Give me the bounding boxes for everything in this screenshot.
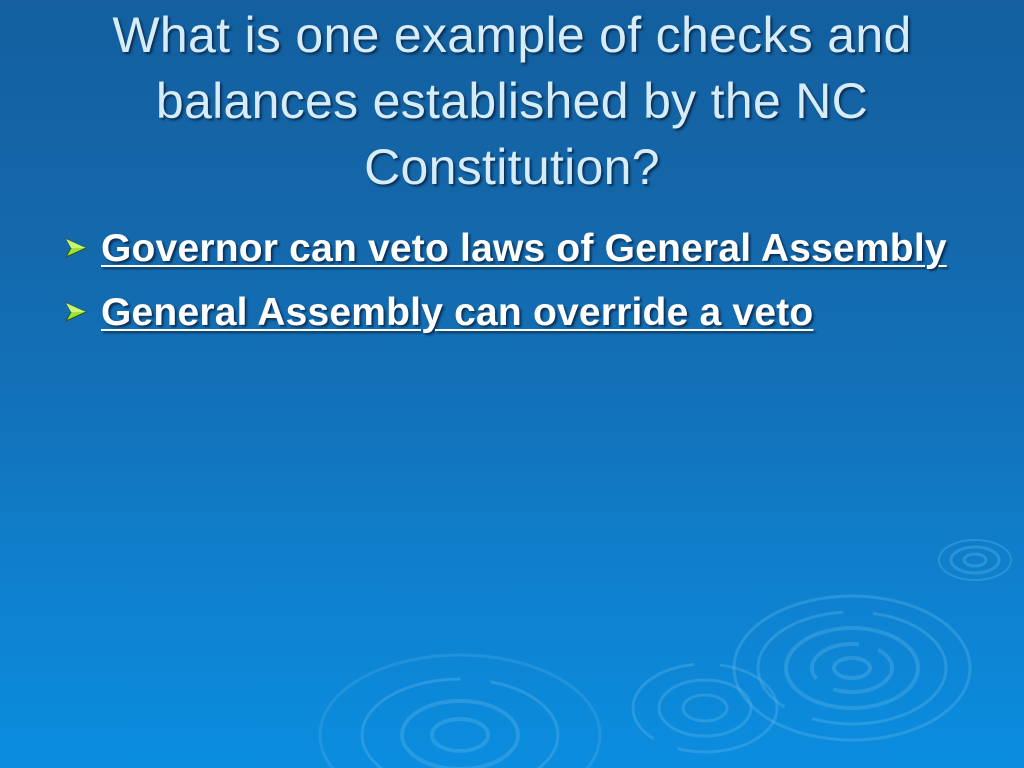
bullet-item [64, 286, 964, 340]
bullet-list [64, 222, 964, 350]
bullet-item [64, 222, 964, 276]
chevron-arrow-icon [64, 301, 88, 323]
bullet-text: General Assembly can override a veto [101, 291, 814, 334]
slide-title: What is one example of checks and balances established by the NC Constitution? [112, 7, 912, 195]
chevron-arrow-icon [64, 237, 88, 259]
bullet-text: Governor can veto laws of General Assembly [101, 227, 947, 270]
